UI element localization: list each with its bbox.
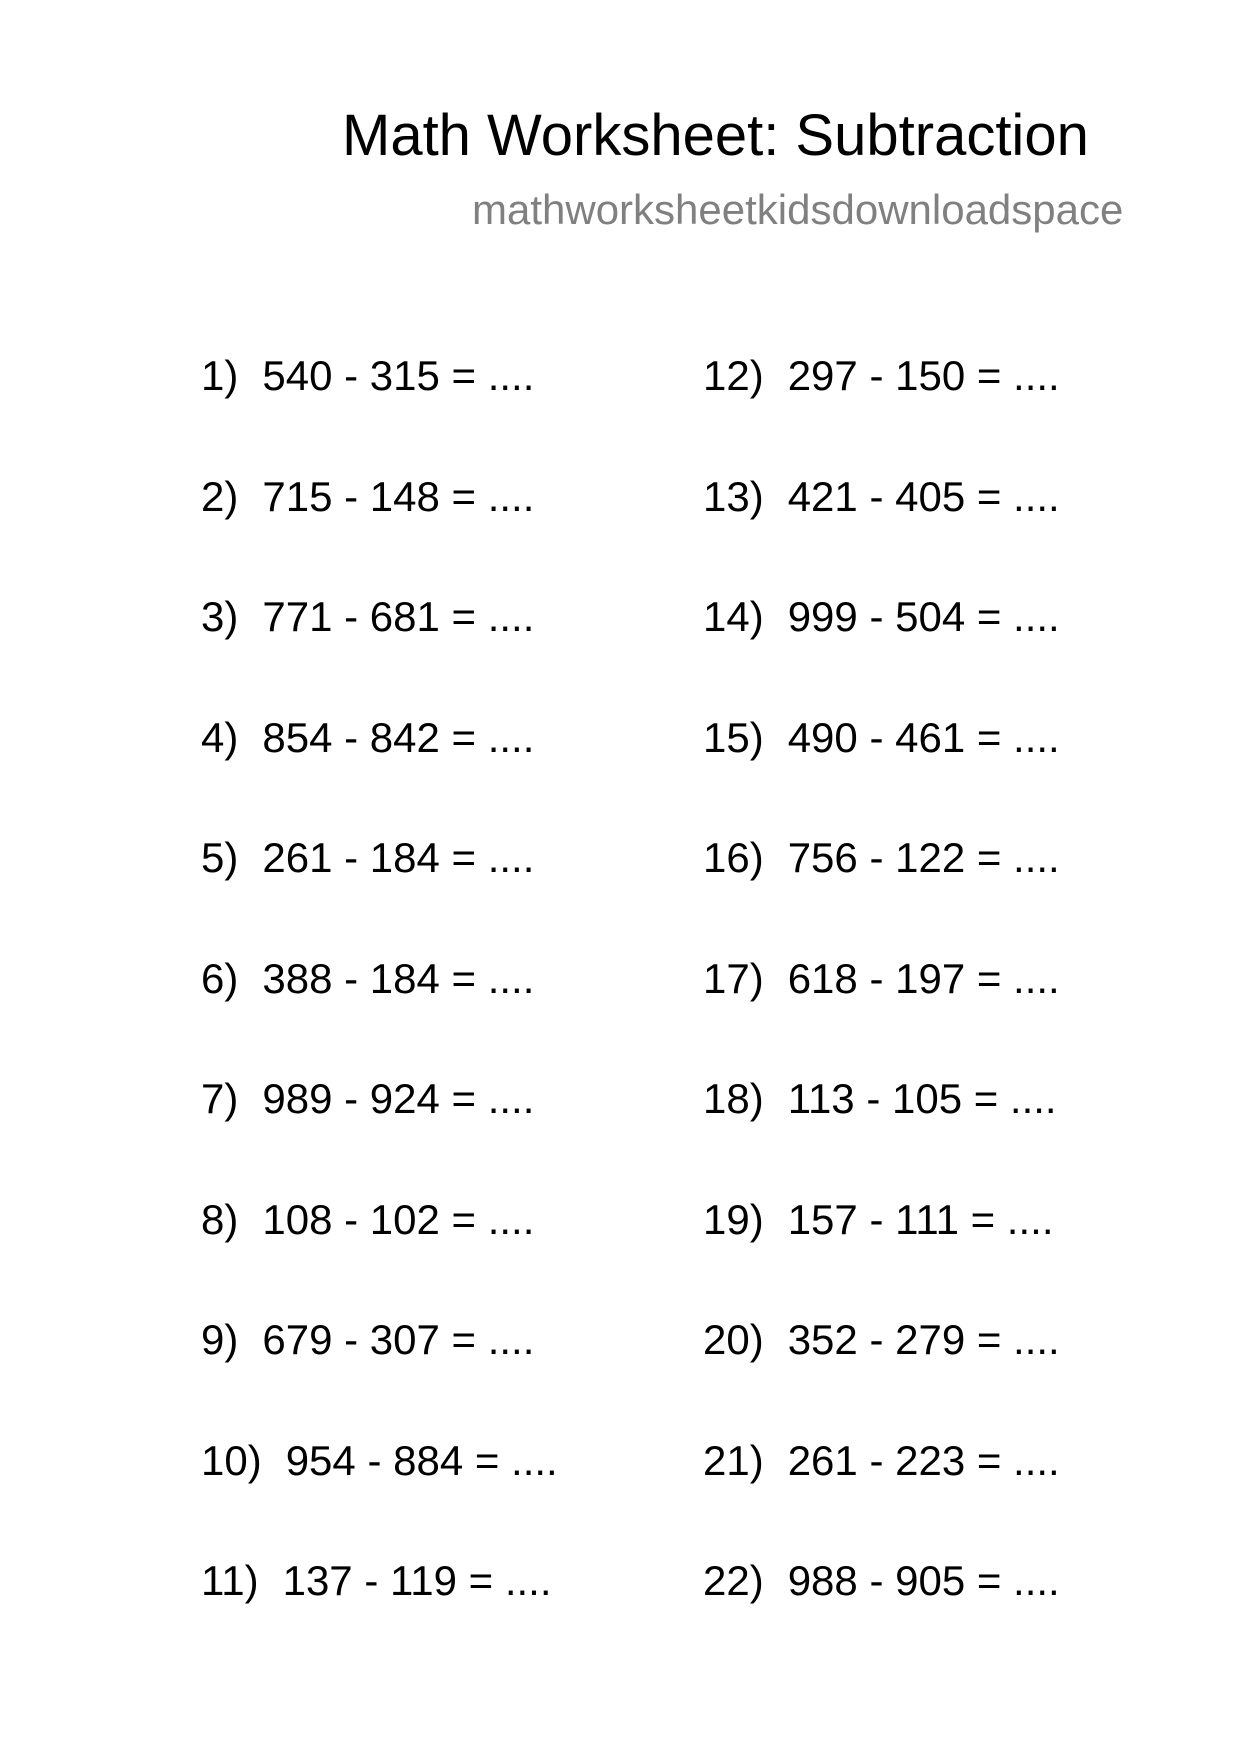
problems-column-right (703, 348, 1060, 1674)
problem-number: 4) (201, 713, 239, 761)
problem-expression: 113 - 105 = .... (787, 1075, 1057, 1122)
problem-number: 13) (703, 472, 764, 520)
problem-17 (703, 951, 1060, 1072)
problem-expression: 679 - 307 = .... (262, 1316, 535, 1363)
problem-expression: 421 - 405 = .... (787, 472, 1060, 520)
problem-expression: 490 - 461 = .... (787, 713, 1060, 761)
problem-expression: 108 - 102 = .... (262, 1195, 535, 1243)
problem-11 (201, 1553, 558, 1674)
problem-expression: 137 - 119 = .... (282, 1557, 552, 1604)
problem-2 (201, 469, 558, 590)
problem-7 (201, 1071, 558, 1192)
problem-22 (703, 1553, 1060, 1674)
problem-expression: 954 - 884 = .... (285, 1436, 558, 1484)
problem-number: 18) (703, 1075, 764, 1122)
problem-expression: 756 - 122 = .... (787, 834, 1060, 881)
problem-number: 7) (201, 1075, 239, 1122)
problem-number: 12) (703, 352, 764, 399)
problem-14 (703, 589, 1060, 710)
problem-expression: 157 - 111 = .... (787, 1195, 1054, 1243)
problem-expression: 854 - 842 = .... (262, 713, 535, 761)
worksheet-source: mathworksheetkidsdownloadspace (472, 186, 1124, 233)
problem-expression: 618 - 197 = .... (787, 954, 1060, 1002)
problem-expression: 999 - 504 = .... (787, 593, 1060, 640)
problem-expression: 261 - 223 = .... (787, 1436, 1060, 1484)
problem-number: 3) (201, 593, 239, 640)
problem-number: 20) (703, 1316, 764, 1363)
problem-18 (703, 1071, 1060, 1192)
problem-number: 11) (201, 1557, 259, 1604)
problem-12 (703, 348, 1060, 469)
problem-expression: 988 - 905 = .... (787, 1557, 1060, 1604)
problem-expression: 715 - 148 = .... (262, 472, 535, 520)
problem-number: 19) (703, 1195, 764, 1243)
problem-number: 22) (703, 1557, 764, 1604)
problem-number: 10) (201, 1436, 262, 1484)
problem-1 (201, 348, 558, 469)
problem-3 (201, 589, 558, 710)
problem-number: 6) (201, 954, 239, 1002)
problem-number: 8) (201, 1195, 239, 1243)
problem-number: 9) (201, 1316, 239, 1363)
problem-expression: 261 - 184 = .... (262, 834, 535, 881)
problem-4 (201, 710, 558, 831)
problem-21 (703, 1433, 1060, 1554)
problem-number: 15) (703, 713, 764, 761)
problem-expression: 989 - 924 = .... (262, 1075, 535, 1122)
problem-13 (703, 469, 1060, 590)
problem-10 (201, 1433, 558, 1554)
problem-number: 16) (703, 834, 764, 881)
problem-15 (703, 710, 1060, 831)
problem-expression: 297 - 150 = .... (787, 352, 1060, 399)
problem-expression: 771 - 681 = .... (262, 593, 535, 640)
problem-number: 1) (201, 352, 239, 399)
problem-number: 2) (201, 472, 239, 520)
problem-16 (703, 830, 1060, 951)
problem-6 (201, 951, 558, 1072)
problem-number: 17) (703, 954, 764, 1002)
problem-expression: 352 - 279 = .... (787, 1316, 1060, 1363)
problem-number: 21) (703, 1436, 764, 1484)
problem-expression: 540 - 315 = .... (262, 352, 535, 399)
problem-9 (201, 1312, 558, 1433)
problem-20 (703, 1312, 1060, 1433)
problem-number: 14) (703, 593, 764, 640)
problem-19 (703, 1192, 1060, 1313)
problem-8 (201, 1192, 558, 1313)
worksheet-title: Math Worksheet: Subtraction (342, 103, 1089, 168)
problem-5 (201, 830, 558, 951)
problem-expression: 388 - 184 = .... (262, 954, 535, 1002)
problem-number: 5) (201, 834, 239, 881)
problems-column-left (201, 348, 558, 1674)
